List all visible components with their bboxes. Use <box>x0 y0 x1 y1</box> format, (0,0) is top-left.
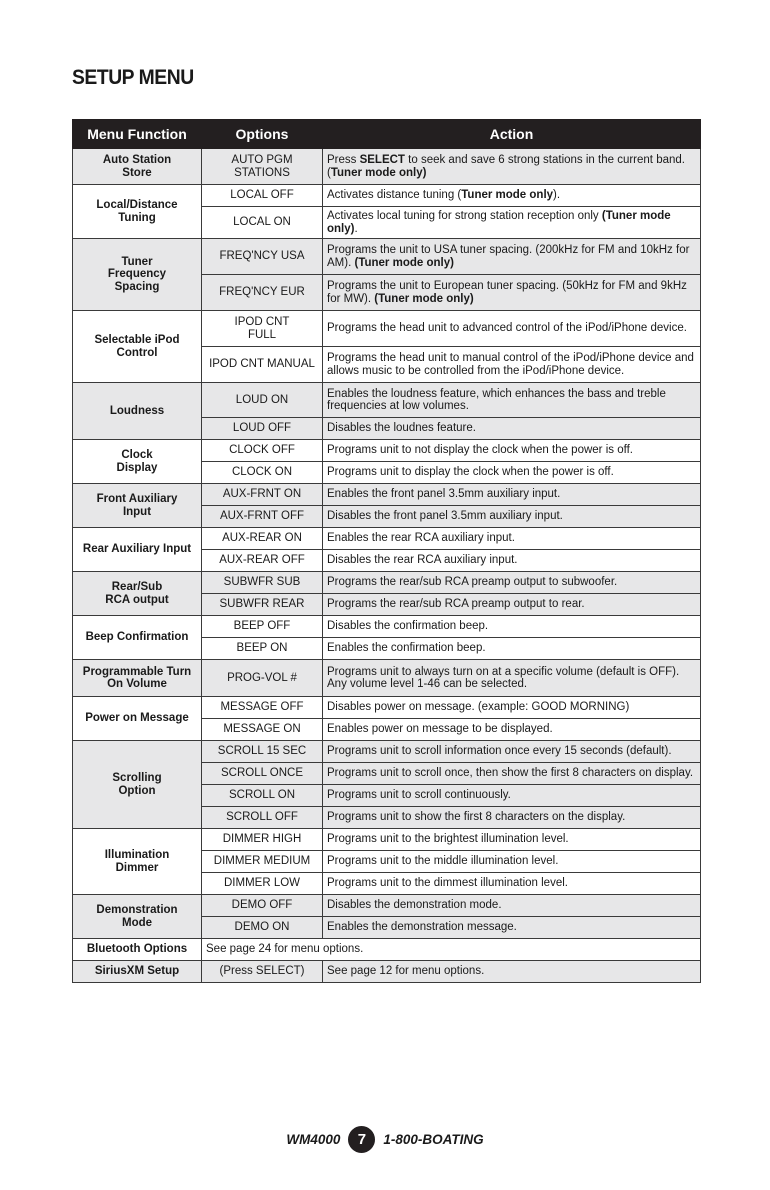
action-cell <box>323 917 701 939</box>
action-emphasis-text: Tuner mode only) <box>330 166 427 179</box>
page-number-badge: 7 <box>348 1126 375 1153</box>
action-text: Enables the demonstration message. <box>327 921 517 934</box>
menu-function-cell: Demonstration Mode <box>73 895 202 939</box>
header-action: Action <box>323 120 701 149</box>
action-cell <box>323 895 701 917</box>
option-cell: IPOD CNT MANUAL <box>202 347 323 383</box>
action-cell <box>323 311 701 347</box>
option-cell: (Press SELECT) <box>202 961 323 983</box>
table-row <box>73 829 701 851</box>
option-cell: FREQ'NCY EUR <box>202 275 323 311</box>
option-cell: SCROLL OFF <box>202 807 323 829</box>
action-cell <box>323 829 701 851</box>
table-row <box>73 572 701 594</box>
table-row <box>73 383 701 418</box>
action-text: Programs the rear/sub RCA preamp output to subwoofer. <box>327 576 618 589</box>
action-cell <box>323 763 701 785</box>
table-row <box>73 528 701 550</box>
action-cell <box>323 616 701 638</box>
menu-function-cell: Power on Message <box>73 697 202 741</box>
option-cell: MESSAGE OFF <box>202 697 323 719</box>
action-cell <box>323 528 701 550</box>
option-cell: AUX-REAR OFF <box>202 550 323 572</box>
option-cell: DEMO OFF <box>202 895 323 917</box>
option-span-cell: See page 24 for menu options. <box>202 939 701 961</box>
table-row <box>73 185 701 207</box>
header-menu-function: Menu Function <box>73 120 202 149</box>
action-text: Programs unit to scroll continuously. <box>327 789 511 802</box>
option-cell: CLOCK OFF <box>202 440 323 462</box>
action-cell <box>323 462 701 484</box>
menu-function-cell: Bluetooth Options <box>73 939 202 961</box>
menu-function-cell: Local/Distance Tuning <box>73 185 202 239</box>
option-cell: DIMMER HIGH <box>202 829 323 851</box>
menu-function-cell: Clock Display <box>73 440 202 484</box>
table-row <box>73 311 701 347</box>
action-cell <box>323 873 701 895</box>
option-cell: BEEP OFF <box>202 616 323 638</box>
option-cell: SCROLL 15 SEC <box>202 741 323 763</box>
table-header-row <box>73 120 701 149</box>
option-cell: IPOD CNT FULL <box>202 311 323 347</box>
action-text: Programs unit to scroll once, then show the first 8 characters on display. <box>327 767 694 780</box>
action-cell <box>323 594 701 616</box>
action-text: Enables the rear RCA auxiliary input. <box>327 532 515 545</box>
option-cell: SCROLL ONCE <box>202 763 323 785</box>
action-cell <box>323 550 701 572</box>
menu-function-cell: Beep Confirmation <box>73 616 202 660</box>
page-title: SETUP MENU <box>72 66 194 89</box>
action-cell <box>323 961 701 983</box>
table-row <box>73 895 701 917</box>
action-text: Programs unit to not display the clock when the power is off. <box>327 444 633 457</box>
table-row <box>73 961 701 983</box>
menu-function-cell: Tuner Frequency Spacing <box>73 239 202 311</box>
option-cell: LOCAL ON <box>202 207 323 239</box>
option-cell: CLOCK ON <box>202 462 323 484</box>
table-row <box>73 616 701 638</box>
option-cell: PROG-VOL # <box>202 660 323 697</box>
action-text: Disables the loudnes feature. <box>327 422 476 435</box>
menu-function-cell: Scrolling Option <box>73 741 202 829</box>
action-text: Programs unit to display the clock when the power is off. <box>327 466 614 479</box>
header-options: Options <box>202 120 323 149</box>
menu-function-cell: Rear/Sub RCA output <box>73 572 202 616</box>
option-cell: AUX-FRNT OFF <box>202 506 323 528</box>
action-text: Programs the unit to European tuner spacing. (50kHz for FM and 9kHz for MW). <box>327 280 687 305</box>
action-text: . <box>354 222 358 235</box>
action-cell <box>323 207 701 239</box>
action-text: Programs unit to show the first 8 characters on the display. <box>327 811 626 824</box>
action-text: Activates local tuning for strong station reception only <box>327 210 602 222</box>
table-row <box>73 484 701 506</box>
option-cell: LOUD OFF <box>202 418 323 440</box>
action-text: Enables the confirmation beep. <box>327 642 486 655</box>
action-text: Activates distance tuning ( <box>327 189 462 202</box>
option-cell: BEEP ON <box>202 638 323 660</box>
option-cell: AUTO PGM STATIONS <box>202 149 323 185</box>
menu-function-cell: Selectable iPod Control <box>73 311 202 383</box>
action-emphasis-text: (Tuner mode only) <box>354 256 454 269</box>
table-row <box>73 149 701 185</box>
action-text: Programs the rear/sub RCA preamp output to rear. <box>327 598 585 611</box>
option-cell: FREQ'NCY USA <box>202 239 323 275</box>
action-cell <box>323 572 701 594</box>
menu-function-cell: Loudness <box>73 383 202 440</box>
option-cell: DEMO ON <box>202 917 323 939</box>
option-cell: SCROLL ON <box>202 785 323 807</box>
table-row <box>73 239 701 275</box>
action-text: to seek and save 6 strong stations in the current band. ( <box>327 154 685 179</box>
option-cell: AUX-REAR ON <box>202 528 323 550</box>
footer-model: WM4000 <box>286 1131 341 1147</box>
menu-function-cell: Illumination Dimmer <box>73 829 202 895</box>
action-cell <box>323 851 701 873</box>
option-cell: DIMMER LOW <box>202 873 323 895</box>
action-text: Programs the head unit to manual control of the iPod/iPhone device and allows music to be controlled from the iPod/iPhone device. <box>327 352 694 377</box>
action-cell <box>323 660 701 697</box>
action-text: Programs the head unit to advanced control of the iPod/iPhone device. <box>327 322 687 335</box>
action-cell <box>323 347 701 383</box>
action-text: Programs the unit to USA tuner spacing. (200kHz for FM and 10kHz for AM). <box>327 244 690 269</box>
action-text: Press <box>327 154 360 166</box>
table-row <box>73 660 701 697</box>
action-text: Programs unit to always turn on at a specific volume (default is OFF). Any volume level 1-46 can be selected. <box>327 665 680 690</box>
action-text: See page 12 for menu options. <box>327 965 485 978</box>
action-cell <box>323 275 701 311</box>
option-cell: MESSAGE ON <box>202 719 323 741</box>
option-cell: DIMMER MEDIUM <box>202 851 323 873</box>
action-text: ). <box>553 189 561 202</box>
table-row <box>73 939 701 961</box>
table-row <box>73 697 701 719</box>
action-cell <box>323 697 701 719</box>
setup-menu-table <box>72 119 701 983</box>
action-text: Disables power on message. (example: GOOD MORNING) <box>327 701 630 714</box>
action-text: Disables the front panel 3.5mm auxiliary input. <box>327 510 563 523</box>
action-cell <box>323 638 701 660</box>
option-cell: SUBWFR REAR <box>202 594 323 616</box>
footer-phone: 1-800-BOATING <box>383 1131 484 1147</box>
action-emphasis-text: (Tuner mode only) <box>327 210 671 235</box>
table-body <box>73 149 701 983</box>
menu-function-cell: Front Auxiliary Input <box>73 484 202 528</box>
action-text: Programs unit to the brightest illumination level. <box>327 833 569 846</box>
menu-function-cell: Auto Station Store <box>73 149 202 185</box>
action-cell <box>323 383 701 418</box>
option-cell: LOCAL OFF <box>202 185 323 207</box>
action-cell <box>323 418 701 440</box>
page-footer <box>0 1125 770 1153</box>
option-cell: AUX-FRNT ON <box>202 484 323 506</box>
action-cell <box>323 440 701 462</box>
action-text: Programs unit to scroll information once every 15 seconds (default). <box>327 745 672 758</box>
action-text: Programs unit to the dimmest illumination level. <box>327 877 568 890</box>
action-text: Enables power on message to be displayed. <box>327 723 553 736</box>
action-text: Disables the confirmation beep. <box>327 620 489 633</box>
action-cell <box>323 741 701 763</box>
menu-function-cell: Rear Auxiliary Input <box>73 528 202 572</box>
action-emphasis-text: SELECT <box>359 154 405 166</box>
action-cell <box>323 149 701 185</box>
menu-function-cell: SiriusXM Setup <box>73 961 202 983</box>
action-cell <box>323 506 701 528</box>
action-text: Enables the front panel 3.5mm auxiliary input. <box>327 488 561 501</box>
action-text: Disables the demonstration mode. <box>327 899 502 912</box>
action-cell <box>323 785 701 807</box>
table-row <box>73 440 701 462</box>
action-text: Disables the rear RCA auxiliary input. <box>327 554 518 567</box>
action-emphasis-text: Tuner mode only <box>461 189 554 202</box>
action-cell <box>323 807 701 829</box>
action-text: Programs unit to the middle illumination level. <box>327 855 559 868</box>
action-cell <box>323 719 701 741</box>
action-emphasis-text: (Tuner mode only) <box>374 292 474 305</box>
option-cell: LOUD ON <box>202 383 323 418</box>
action-cell <box>323 484 701 506</box>
action-cell <box>323 185 701 207</box>
action-cell <box>323 239 701 275</box>
option-cell: SUBWFR SUB <box>202 572 323 594</box>
menu-function-cell: Programmable Turn On Volume <box>73 660 202 697</box>
table-row <box>73 741 701 763</box>
action-text: Enables the loudness feature, which enhances the bass and treble frequencies at low volumes. <box>327 387 666 412</box>
